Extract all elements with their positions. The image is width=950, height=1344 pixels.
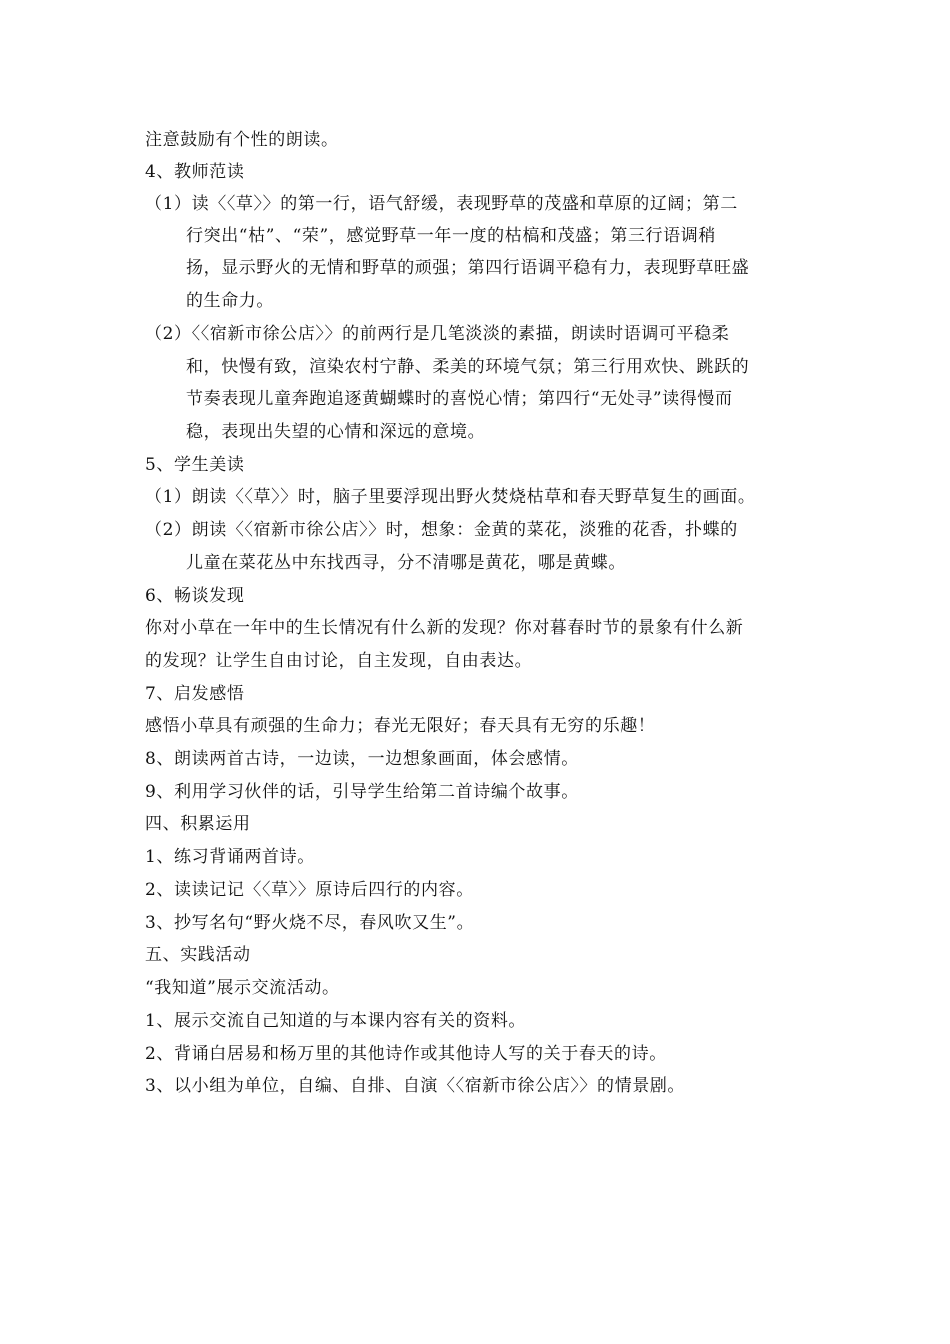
text-line: 感悟小草具有顽强的生命力；春光无限好；春天具有无穷的乐趣！ — [145, 716, 656, 736]
text-line: 节奏表现儿童奔跑追逐黄蝴蝶时的喜悦心情；第四行“无处寻”读得慢而 — [186, 389, 733, 409]
text-line: （2）〈〈宿新市徐公店〉〉的前两行是几笔淡淡的素描，朗读时语调可平稳柔 — [145, 324, 730, 344]
text-line: （2）朗读〈〈宿新市徐公店〉〉时，想象：金黄的菜花，淡雅的花香，扑蝶的 — [145, 520, 738, 540]
text-line: 2、读读记记〈〈草〉〉原诗后四行的内容。 — [145, 880, 474, 900]
text-line: 你对小草在一年中的生长情况有什么新的发现？你对暮春时节的景象有什么新 — [145, 618, 744, 638]
text-line: 扬，显示野火的无情和野草的顽强；第四行语调平稳有力，表现野草旺盛 — [186, 258, 750, 278]
text-line: （1）读〈〈草〉〉的第一行，语气舒缓，表现野草的茂盛和草原的辽阔；第二 — [145, 194, 738, 214]
text-line: 行突出“枯”、“荣”，感觉野草一年一度的枯槁和茂盛；第三行语调稍 — [186, 226, 716, 246]
section-heading: 5、学生美读 — [145, 455, 245, 475]
text-line: 2、背诵白居易和杨万里的其他诗作或其他诗人写的关于春天的诗。 — [145, 1044, 667, 1064]
text-line: “我知道”展示交流活动。 — [145, 978, 340, 998]
text-line: 1、练习背诵两首诗。 — [145, 847, 315, 867]
text-line: 8、朗读两首古诗，一边读，一边想象画面，体会感情。 — [145, 749, 579, 769]
text-line: 3、以小组为单位，自编、自排、自演〈〈宿新市徐公店〉〉的情景剧。 — [145, 1076, 686, 1096]
text-line: 和，快慢有致，渲染农村宁静、柔美的环境气氛；第三行用欢快、跳跃的 — [186, 357, 750, 377]
section-heading: 4、教师范读 — [145, 162, 245, 182]
text-line: 的发现？让学生自由讨论，自主发现，自由表达。 — [145, 651, 533, 671]
text-line: 注意鼓励有个性的朗读。 — [145, 130, 339, 150]
text-line: （1）朗读〈〈草〉〉时，脑子里要浮现出野火焚烧枯草和春天野草复生的画面。 — [145, 487, 756, 507]
text-line: 3、抄写名句“野火烧不尽，春风吹又生”。 — [145, 913, 475, 933]
section-heading: 7、启发感悟 — [145, 684, 245, 704]
text-line: 稳，表现出失望的心情和深远的意境。 — [186, 422, 486, 442]
text-line: 儿童在菜花丛中东找西寻，分不清哪是黄花，哪是黄蝶。 — [186, 553, 626, 573]
section-heading: 6、畅谈发现 — [145, 586, 245, 606]
section-heading: 五、实践活动 — [145, 945, 251, 965]
text-line: 的生命力。 — [186, 291, 274, 311]
text-line: 9、利用学习伙伴的话，引导学生给第二首诗编个故事。 — [145, 782, 579, 802]
section-heading: 四、积累运用 — [145, 814, 251, 834]
text-line: 1、展示交流自己知道的与本课内容有关的资料。 — [145, 1011, 527, 1031]
